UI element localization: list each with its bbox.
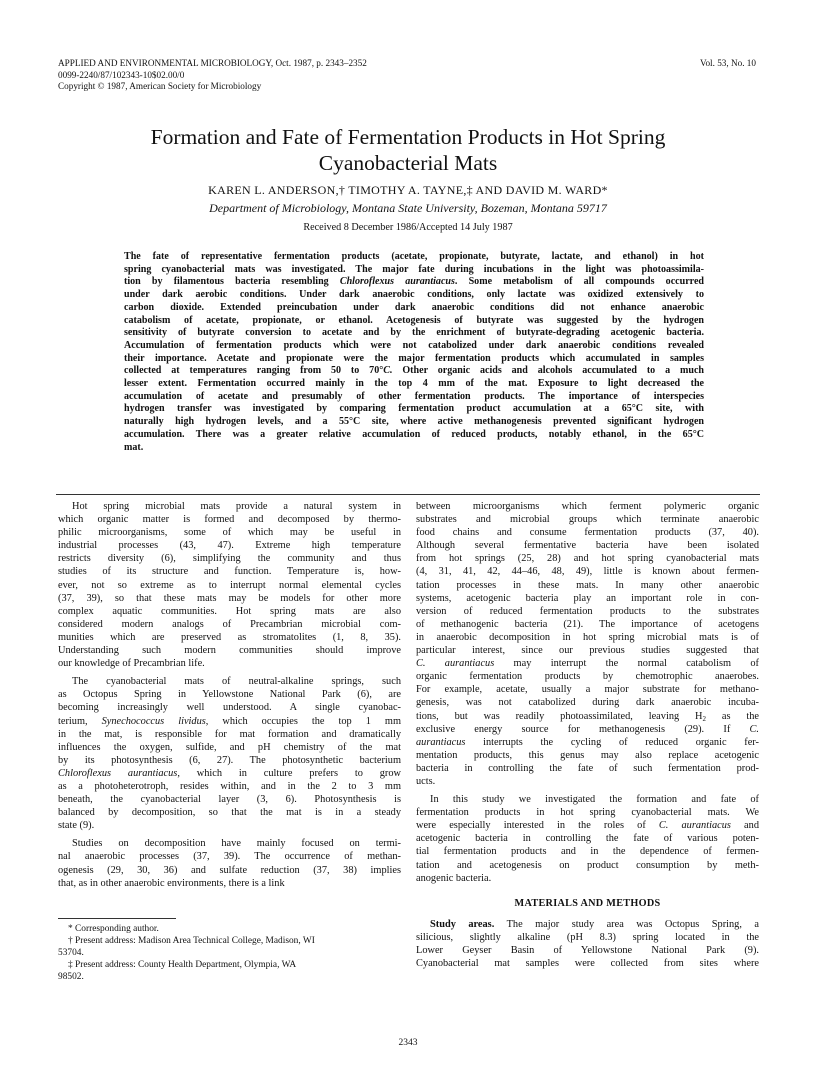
materials-methods-heading: MATERIALS AND METHODS (514, 897, 661, 909)
article-title (40, 124, 776, 176)
study-areas-first-line (416, 918, 759, 931)
copyright-line: Copyright © 1987, American Society for Microbiology (58, 81, 262, 91)
text-line: tial fermentation products and in the dependence of fermen- (416, 846, 759, 858)
text-line: by its photosynthesis (6, 27). The photosynthetic bacterium (58, 754, 401, 766)
abstract-line: under dark aerobic conditions. Under dark anaerobic conditions, only lactate was oxidized extensively to (124, 289, 704, 301)
footnote-corresponding-author: * Corresponding author. (68, 924, 159, 934)
journal-citation: APPLIED AND ENVIRONMENTAL MICROBIOLOGY, Oct. 1987, p. 2343–2352 (58, 58, 367, 68)
text-line: In this study we investigated the formation and fate of (430, 794, 759, 806)
text-line: from hot springs (25, 28) and hot spring cyanobacterial mats (416, 553, 759, 565)
footnote-double-dagger-address: ‡ Present address: County Health Department, Olympia, WA (68, 960, 297, 970)
text-line: Lower Geyser Basin of Yellowstone National Park (9). (416, 945, 759, 956)
study-areas-rest (416, 931, 759, 970)
text-line: Chloroflexus aurantiacus, which in culture prefers to grow (58, 767, 401, 779)
text-line: nal anaerobic processes (37, 39). The occurrence of methan- (58, 851, 401, 863)
text-line: aurantiacus interrupts the cycling of reduced organic fer- (416, 736, 759, 748)
right-column (416, 500, 759, 975)
text-line: acetogenic bacteria in controlling the fate of various poten- (416, 833, 759, 845)
footnotes (58, 923, 401, 983)
author-list: KAREN L. ANDERSON,† TIMOTHY A. TAYNE,‡ AND DAVID M. WARD* (208, 183, 608, 197)
text-line: influences the oxygen, sulfide, and pH chemistry of the mat (58, 741, 401, 753)
title-line-2: Cyanobacterial Mats (318, 151, 498, 175)
text-line: Cyanobacterial mat samples were collected from sites where (416, 958, 759, 970)
section-divider (56, 494, 760, 495)
text-line: considered modern analogs of Precambrian microbial com- (58, 618, 401, 630)
text-line: bacteria in controlling the fate of such fermentation prod- (416, 762, 759, 774)
text-line: complex aquatic communities. Hot spring mats are also (58, 605, 401, 617)
abstract-line: lesser extent. Fermentation occurred mainly in the top 4 mm of the mat. Exposure to light decreased the (124, 378, 704, 390)
text-line: exclusive energy source for methanogenesis (29). If C. (416, 723, 759, 735)
text-line: systems, acetogenic bacteria play an important role in con- (416, 592, 759, 604)
footnote-dagger-address: † Present address: Madison Area Technical College, Madison, WI (68, 936, 315, 946)
text-line: as a photoheterotroph, resides within, and in the 2 to 3 mm (58, 780, 401, 792)
footnote-divider (58, 918, 176, 919)
text-line: studies of its structure and function. Temperature is, how- (58, 566, 401, 578)
abstract-line: hydrogen transfer was investigated by comparing fermentation product accumulation at a 65°C site, with (124, 403, 704, 415)
text-line: were especially interested in the roles of C. aurantiacus and (416, 820, 759, 832)
journal-header (58, 58, 478, 93)
text-line: substrates and microbial groups which terminate anaerobic (416, 514, 759, 526)
text-line: in anaerobic decomposition in hot spring microbial mats is of (416, 631, 759, 643)
text-line: of methanogenic bacteria (21). The importance of acetogens (416, 618, 759, 630)
abstract-line: The fate of representative fermentation products (acetate, propionate, butyrate, lactate, and ethanol) in hot (124, 251, 704, 262)
intro-paragraph-4 (416, 500, 759, 788)
abstract-line: tion by filamentous bacteria resembling Chloroflexus aurantiacus. Some metabolism of all compounds occurred (124, 276, 704, 288)
text-line: tation processes in these mats. In many other anaerobic (416, 579, 759, 591)
study-areas-runin: Study areas. (430, 918, 495, 930)
volume-number: Vol. 53, No. 10 (700, 58, 756, 68)
page-number: 2343 (398, 1038, 418, 1048)
abstract-line: accumulation. There was a greater relative accumulation of reduced products, notably ethanol, in the 65°C (124, 428, 704, 440)
text-line: Understanding such modern communities should improve (58, 645, 401, 657)
abstract-line: collected at temperatures ranging from 50 to 70°C. Other organic acids and alcohols accumulated to a much (124, 365, 704, 377)
text-line: particular interest, since our previous studies suggested that (416, 645, 759, 657)
text-line: philic microorganisms, some of which may be useful in (58, 527, 401, 539)
abstract-line: carbon dioxide. Extended preincubation under dark anaerobic conditions did not enhance anaerobic (124, 301, 704, 313)
abstract-line: mat. (124, 441, 144, 453)
text-line: in the mat, is responsible for mat formation and dramatically (58, 728, 401, 740)
issn-line: 0099-2240/87/102343-10$02.00/0 (58, 69, 185, 80)
text-line: version of reduced fermentation products to the substrates (416, 605, 759, 617)
title-line-1: Formation and Fate of Fermentation Products in Hot Spring (150, 125, 666, 149)
study-areas-first-text: The major study area was Octopus Spring, a (494, 918, 759, 930)
text-line: organic fermentation products by chemotrophic anaerobes. (416, 671, 759, 683)
intro-paragraph-3 (58, 837, 401, 889)
intro-paragraph-5 (416, 793, 759, 885)
text-line: becoming increasingly well understood. A single cyanobac- (58, 702, 401, 714)
text-line: restricts diversity (6), simplifying the community and thus (58, 553, 401, 565)
abstract-line: catabolism of acetate, propionate, or ethanol. Acetogenesis of butyrate was suggested by the hydrogen (124, 314, 704, 326)
text-line: between microorganisms which ferment polymeric organic (416, 501, 759, 512)
text-line: industrial processes (43, 47). Extreme high temperature (58, 540, 401, 552)
text-line: fermentation products in hot spring cyanobacterial mats. We (416, 807, 759, 819)
text-line: ogenesis (29, 30, 36) and sulfate reduction (37, 38) implies (58, 864, 401, 876)
text-line: tation and acetogenesis on product consumption by meth- (416, 859, 759, 871)
text-line: food chains and consume fermentation products (37, 40). (416, 527, 759, 539)
study-areas-paragraph (416, 918, 759, 970)
intro-paragraph-2 (58, 675, 401, 832)
text-line: balanced by decomposition, so that the mat is in a steady (58, 807, 401, 819)
text-line: (37, 39), so that these mats may be models for other more (58, 592, 401, 604)
text-line: ever, not so extreme as to interrupt normal elemental cycles (58, 579, 401, 591)
footnote-double-dagger-address-cont: 98502. (58, 972, 84, 982)
text-line: silicious, slightly alkaline (pH 8.3) spring located in the (416, 931, 759, 943)
abstract (124, 251, 704, 454)
text-line: Although several fermentative bacteria have been isolated (416, 540, 759, 552)
text-line: The cyanobacterial mats of neutral-alkaline springs, such (72, 676, 401, 688)
abstract-line: sensitivity of butyrate conversion to acetate and by the enrichment of butyrate-degrading acetogenic bacteria. (124, 327, 704, 339)
text-line: Studies on decomposition have mainly focused on termi- (72, 838, 401, 850)
text-line: ucts. (416, 775, 436, 787)
text-line: as Octopus Spring in Yellowstone National Park (6), are (58, 689, 401, 701)
abstract-line: Accumulation of fermentation products which were not catabolized under dark anaerobic conditions revealed (124, 339, 704, 351)
text-line: (4, 31, 41, 42, 44–46, 48, 49), little is known about fermen- (416, 566, 759, 578)
text-line: C. aurantiacus may interrupt the normal catabolism of (416, 658, 759, 670)
text-line: munities which are preserved as stromatolites (1, 8, 35). (58, 631, 401, 643)
received-accepted-dates: Received 8 December 1986/Accepted 14 July 1987 (303, 222, 513, 233)
abstract-line: accumulation of acetate and presumably of other fermentation products. The importance of interspecies (124, 390, 704, 402)
affiliation: Department of Microbiology, Montana State University, Bozeman, Montana 59717 (209, 201, 607, 215)
text-line: anogenic bacteria. (416, 872, 492, 884)
intro-paragraph-1 (58, 500, 401, 670)
text-line: state (9). (58, 820, 95, 832)
text-line: Hot spring microbial mats provide a natural system in (72, 501, 401, 512)
text-line: our knowledge of Precambrian life. (58, 658, 205, 670)
footnote-dagger-address-cont: 53704. (58, 948, 84, 958)
text-line: tions, but was readily photoassimilated, leaving $H_2$ as the (416, 710, 759, 723)
text-line: genesis, was not catabolized during dark anaerobic incuba- (416, 697, 759, 709)
text-line: For example, acetate, usually a major substrate for methano- (416, 684, 759, 696)
text-line: that, as in other anaerobic environments, there is a link (58, 877, 285, 889)
text-line: beneath, the cyanobacterial layer (3, 6). Photosynthesis is (58, 794, 401, 806)
abstract-line: naturally high hydrogen levels, and a 55°C site, where active methanogenesis prevented significant hydrogen (124, 416, 704, 428)
abstract-line: their importance. Acetate and propionate were the major fermentation products which accumulated in samples (124, 352, 704, 364)
text-line: which organic matter is formed and decomposed by thermo- (58, 514, 401, 526)
abstract-line: spring cyanobacterial mats was investigated. The major fate during incubations in the light was photoassimila- (124, 263, 704, 275)
text-line: mentation products, this genus may also replace acetogenic (416, 749, 759, 761)
left-column (58, 500, 401, 895)
text-line: terium, Synechococcus lividus, which occupies the top 1 mm (58, 715, 401, 727)
